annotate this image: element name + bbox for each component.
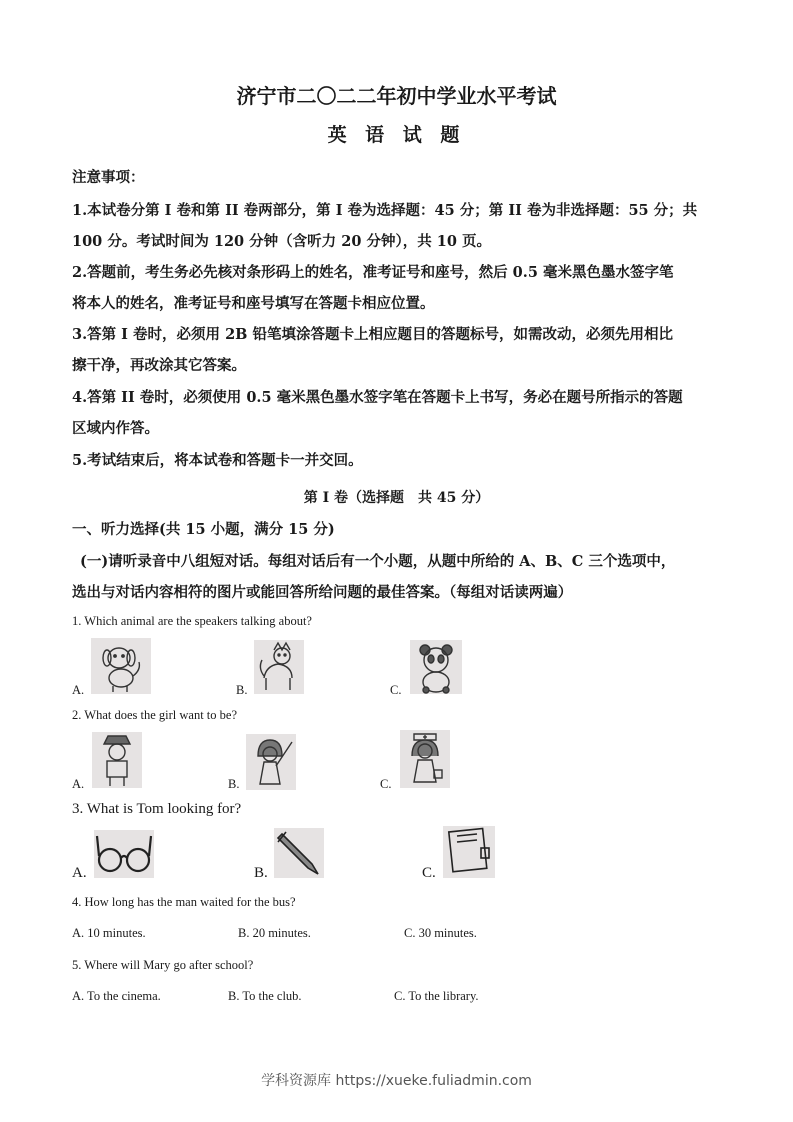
- option-a: A. 10 minutes.: [72, 926, 146, 940]
- option-c: C.: [380, 777, 392, 791]
- option-b: B. To the club.: [228, 989, 302, 1003]
- option-a: A. To the cinema.: [72, 989, 161, 1003]
- glasses-icon: [94, 830, 154, 878]
- notebook-icon: [443, 826, 495, 878]
- question-4: 4. How long has the man waited for the bus?: [72, 895, 296, 909]
- notice-line: 5.考试结束后，将本试卷和答题卡一并交回。: [72, 452, 363, 469]
- pen-icon: [274, 828, 324, 878]
- notice-line: 区域内作答。: [72, 420, 159, 437]
- option-b: B.: [228, 777, 240, 791]
- notice-line: 3.答第 I 卷时，必须用 2B 铅笔填涂答题卡上相应题目的答题标号，如需改动，必须先用相比: [72, 326, 673, 343]
- instruction-line: 选出与对话内容相符的图片或能回答所给问题的最佳答案。（每组对话读两遍）: [72, 584, 573, 601]
- option-a: A.: [72, 777, 85, 791]
- notice-line: 将本人的姓名，准考证号和座号填写在答题卡相应位置。: [72, 295, 435, 312]
- option-c: C.: [422, 865, 436, 881]
- exam-title: 济宁市二〇二二年初中学业水平考试: [236, 84, 557, 108]
- option-b: B. 20 minutes.: [238, 926, 311, 940]
- option-a: A.: [72, 683, 85, 697]
- option-a: A.: [72, 865, 87, 881]
- nurse-icon: [400, 730, 450, 788]
- question-1: 1. Which animal are the speakers talking about?: [72, 614, 312, 628]
- exam-subtitle: 英 语 试 题: [327, 124, 466, 146]
- option-c: C.: [390, 683, 402, 697]
- question-3: 3. What is Tom looking for?: [72, 801, 242, 817]
- question-5: 5. Where will Mary go after school?: [72, 958, 254, 972]
- option-b: B.: [254, 865, 268, 881]
- notice-line: 4.答第 II 卷时，必须使用 0.5 毫米黑色墨水签字笔在答题卡上书写，务必在题号所指示的答题: [72, 389, 683, 406]
- dog-icon: [91, 638, 151, 694]
- police-icon: [92, 732, 142, 788]
- option-c: C. 30 minutes.: [404, 926, 477, 940]
- footer-watermark: 学科资源库 https://xueke.fuliadmin.com: [261, 1073, 532, 1089]
- notice-line: 100 分。考试时间为 120 分钟（含听力 20 分钟），共 10 页。: [72, 233, 491, 250]
- instruction-line: (一)请听录音中八组短对话。每组对话后有一个小题，从题中所给的 A、B、C 三个选项中，: [80, 553, 676, 570]
- option-c: C. To the library.: [394, 989, 479, 1003]
- notice-line: 擦干净，再改涂其它答案。: [72, 357, 246, 374]
- option-b: B.: [236, 683, 248, 697]
- section-title: 第 I 卷（选择题 共 45 分）: [303, 490, 490, 506]
- teacher-icon: [246, 734, 296, 790]
- part-one-heading: 一、听力选择(共 15 小题，满分 15 分): [72, 521, 335, 538]
- notice-heading: 注意事项：: [72, 169, 145, 186]
- cat-icon: [254, 640, 304, 694]
- question-2: 2. What does the girl want to be?: [72, 708, 238, 722]
- panda-icon: [410, 640, 462, 694]
- notice-line: 1.本试卷分第 I 卷和第 II 卷两部分，第 I 卷为选择题：45 分；第 II 卷为非选择题：55 分；共: [72, 202, 698, 219]
- notice-line: 2.答题前，考生务必先核对条形码上的姓名，准考证号和座号，然后 0.5 毫米黑色墨水签字笔: [72, 264, 674, 281]
